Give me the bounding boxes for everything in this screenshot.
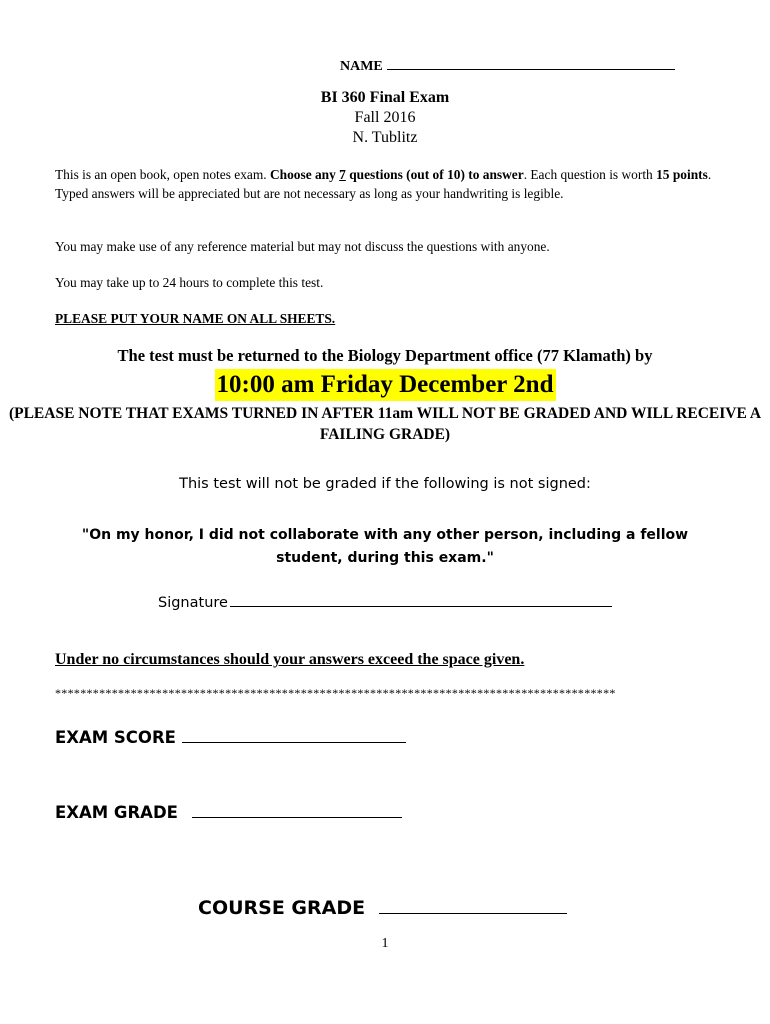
reference-note: You may make use of any reference material but may not discuss the questions with anyone. [55, 239, 550, 254]
deadline-block [0, 345, 770, 445]
signature-field [158, 594, 612, 611]
instr-count: 7 [339, 167, 346, 182]
signature-blank-line[interactable] [230, 594, 612, 607]
space-limit-note: Under no circumstances should your answers exceed the space given. [55, 651, 525, 668]
honor-pledge: "On my honor, I did not collaborate with any other person, including a fellow student, during this exam." [81, 527, 689, 566]
exam-score-field [55, 728, 406, 747]
course-grade-field [198, 897, 567, 919]
signature-requirement-note: This test will not be graded if the following is not signed: [179, 476, 591, 492]
course-grade-blank-line[interactable] [379, 897, 567, 914]
instr-text: . Typed answers will be appreciated but are not necessary as long as your handwriting is legible. [55, 167, 712, 201]
instr-text: This is an open book, open notes exam. [55, 167, 270, 182]
time-limit-note: You may take up to 24 hours to complete this test. [55, 275, 324, 290]
late-submission-note: (PLEASE NOTE THAT EXAMS TURNED IN AFTER 11am WILL NOT BE GRADED AND WILL RECEIVE A FAILING GRADE) [8, 405, 762, 443]
exam-instructor: N. Tublitz [352, 129, 418, 146]
instr-out-of: questions (out of 10) to answer [345, 167, 524, 182]
instr-text: . Each question is worth [523, 167, 657, 182]
deadline-intro: The test must be returned to the Biology Department office (77 Klamath) by [117, 346, 653, 365]
exam-term: Fall 2016 [354, 109, 416, 126]
exam-grade-field [55, 803, 402, 822]
instructions-paragraph [55, 166, 715, 203]
name-blank-line[interactable] [387, 57, 675, 70]
signature-label: Signature [158, 595, 228, 611]
instr-choose: Choose any [269, 167, 340, 182]
exam-grade-label: EXAM GRADE [55, 803, 178, 822]
exam-title: BI 360 Final Exam [320, 89, 450, 106]
exam-title-block [0, 88, 770, 148]
name-label: NAME [340, 59, 383, 74]
name-field [340, 57, 675, 75]
course-grade-label: COURSE GRADE [198, 897, 366, 919]
exam-score-blank-line[interactable] [182, 728, 406, 743]
exam-score-label: EXAM SCORE [55, 728, 176, 747]
deadline-date: 10:00 am Friday December 2nd [215, 369, 556, 401]
name-reminder: PLEASE PUT YOUR NAME ON ALL SHEETS. [55, 311, 336, 326]
page-number: 1 [381, 936, 389, 951]
instr-points: 15 points [656, 167, 708, 182]
exam-grade-blank-line[interactable] [192, 803, 402, 818]
asterisk-divider: ***************************************************************************************** [55, 686, 616, 700]
